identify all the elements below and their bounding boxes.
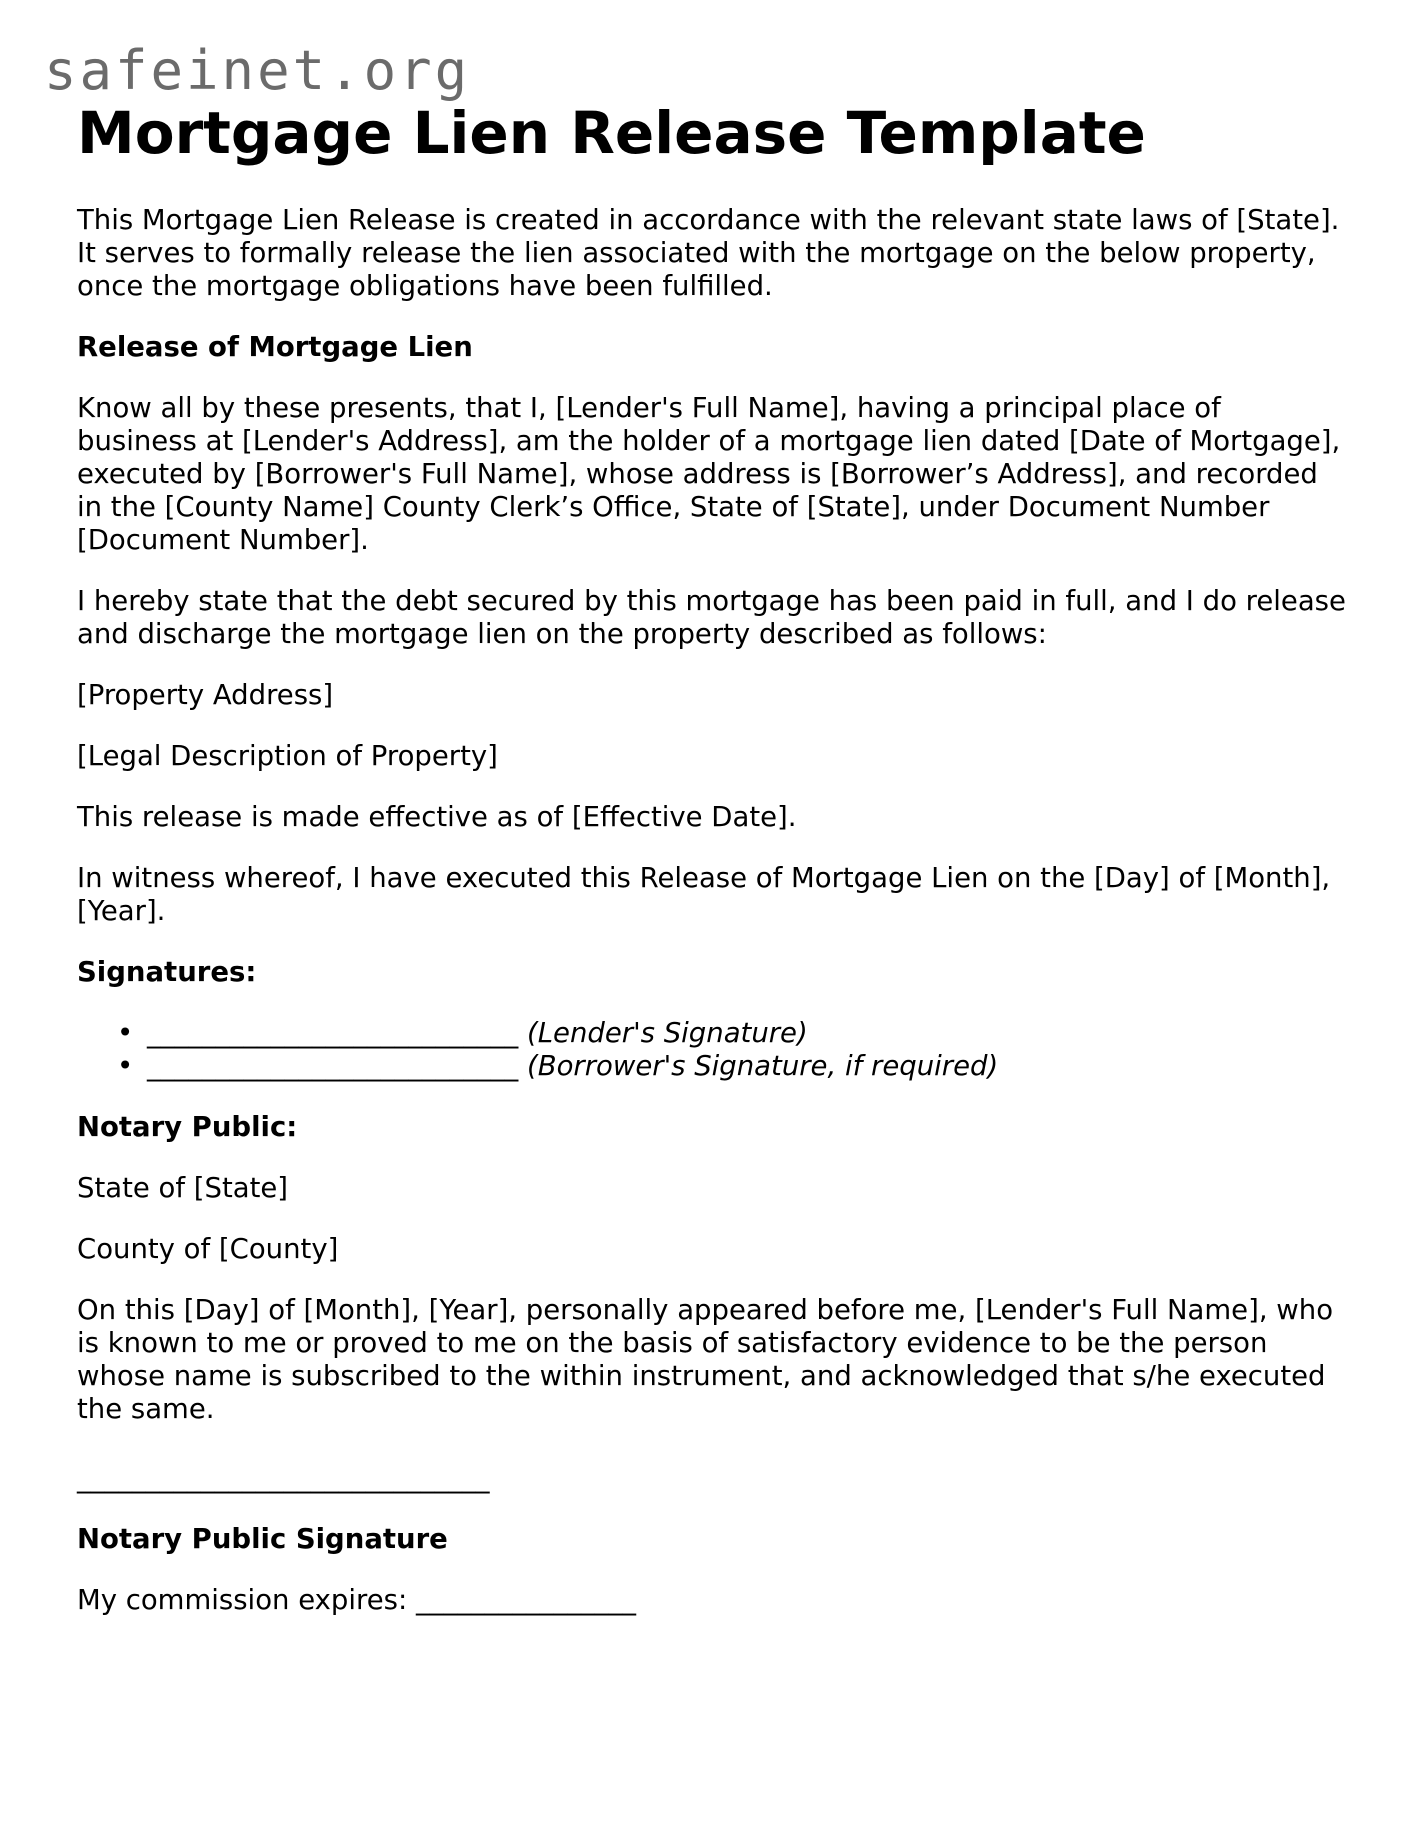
- notary-signature-label: Notary Public Signature: [77, 1523, 448, 1555]
- list-bullet: •: [117, 1017, 134, 1049]
- commission-expires-blank: ________________: [415, 1584, 636, 1616]
- commission-expires-label: My commission expires:: [77, 1584, 408, 1616]
- lender-signature-line: ___________________________: [147, 1017, 519, 1049]
- commission-expires-row: [77, 1584, 1347, 1617]
- notary-signature-line: ______________________________: [77, 1462, 490, 1494]
- release-paragraph-holder: Know all by these presents, that I, [Lender's Full Name], having a principal place of business at [Lender's Address], am the holder of a mortgage lien dated [Date of Mortgage], executed by [Borrower's Full Name], whose address is [Borrower’s Address], and recorded in the [County Name] County Clerk’s Office, State of [State], under Document Number [Document Number].: [77, 392, 1341, 556]
- intro-paragraph: This Mortgage Lien Release is created in accordance with the relevant state laws of [State]. It serves to formally release the lien associated with the mortgage on the below property, once the mortgage obligations have been fulfilled.: [77, 204, 1340, 302]
- watermark-text: safeinet.org: [44, 39, 471, 102]
- release-paragraph-discharge: I hereby state that the debt secured by this mortgage has been paid in full, and I do release and discharge the mortgage lien on the property described as follows:: [77, 585, 1346, 650]
- witness-paragraph: In witness whereof, I have executed this Release of Mortgage Lien on the [Day] of [Month], [Year].: [77, 862, 1331, 927]
- document-title: Mortgage Lien Release Template: [77, 99, 1146, 167]
- lender-signature-item: [77, 1017, 1347, 1050]
- list-bullet: •: [117, 1050, 134, 1082]
- notary-heading: Notary Public:: [77, 1111, 298, 1143]
- lender-signature-label: (Lender's Signature): [527, 1017, 808, 1049]
- property-address-placeholder: [Property Address]: [77, 679, 334, 711]
- signatures-heading: Signatures:: [77, 956, 257, 988]
- release-heading: Release of Mortgage Lien: [77, 331, 473, 363]
- legal-description-placeholder: [Legal Description of Property]: [77, 740, 498, 772]
- notary-acknowledgment: On this [Day] of [Month], [Year], personally appeared before me, [Lender's Full Name], who is known to me or proved to me on the basis of satisfactory evidence to be the person whose name is subscribed to the within instrument, and acknowledged that s/he executed the same.: [77, 1294, 1334, 1425]
- signature-list: [77, 1017, 1347, 1083]
- notary-state: State of [State]: [77, 1172, 289, 1204]
- effective-date-paragraph: This release is made effective as of [Effective Date].: [77, 801, 797, 833]
- notary-county: County of [County]: [77, 1233, 339, 1265]
- borrower-signature-item: [77, 1050, 1347, 1083]
- borrower-signature-line: ___________________________: [147, 1050, 519, 1082]
- document-body: [77, 100, 1347, 1645]
- borrower-signature-label: (Borrower's Signature, if required): [527, 1050, 999, 1082]
